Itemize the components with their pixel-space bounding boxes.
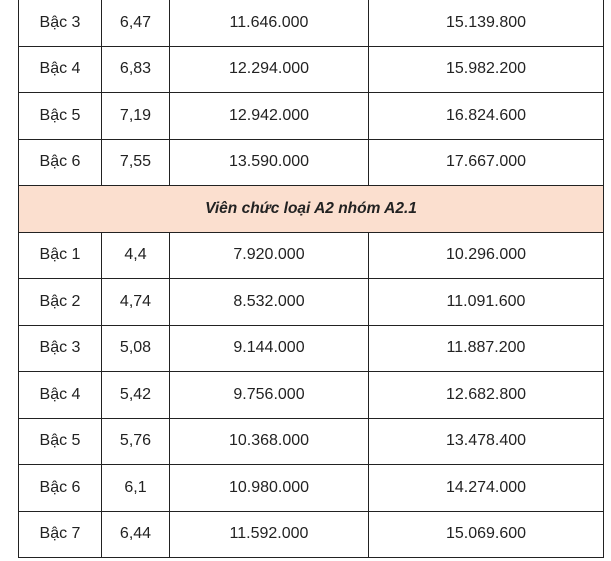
salary-current-cell: 13.590.000	[170, 139, 369, 186]
salary-new-cell: 15.069.600	[369, 511, 604, 558]
coefficient-cell: 4,74	[102, 279, 170, 326]
level-cell: Bậc 4	[19, 372, 102, 419]
salary-new-cell: 15.139.800	[369, 0, 604, 46]
salary-current-cell: 11.646.000	[170, 0, 369, 46]
coefficient-cell: 7,55	[102, 139, 170, 186]
table-row	[19, 325, 604, 372]
table-row	[19, 0, 604, 46]
level-cell: Bậc 3	[19, 0, 102, 46]
coefficient-cell: 7,19	[102, 93, 170, 140]
salary-new-cell: 10.296.000	[369, 232, 604, 279]
coefficient-cell: 6,1	[102, 465, 170, 512]
section-header-row	[19, 186, 604, 233]
level-cell: Bậc 6	[19, 139, 102, 186]
level-cell: Bậc 7	[19, 511, 102, 558]
salary-current-cell: 8.532.000	[170, 279, 369, 326]
salary-current-cell: 11.592.000	[170, 511, 369, 558]
table-row	[19, 232, 604, 279]
level-cell: Bậc 4	[19, 46, 102, 93]
table-row	[19, 93, 604, 140]
section-title: Viên chức loại A2 nhóm A2.1	[19, 186, 604, 233]
table-row	[19, 511, 604, 558]
table-row	[19, 465, 604, 512]
coefficient-cell: 6,47	[102, 0, 170, 46]
table-row	[19, 279, 604, 326]
table-row	[19, 418, 604, 465]
salary-current-cell: 10.368.000	[170, 418, 369, 465]
level-cell: Bậc 2	[19, 279, 102, 326]
salary-current-cell: 9.144.000	[170, 325, 369, 372]
salary-new-cell: 15.982.200	[369, 46, 604, 93]
salary-new-cell: 16.824.600	[369, 93, 604, 140]
level-cell: Bậc 3	[19, 325, 102, 372]
coefficient-cell: 5,76	[102, 418, 170, 465]
salary-new-cell: 12.682.800	[369, 372, 604, 419]
salary-current-cell: 9.756.000	[170, 372, 369, 419]
table-row	[19, 372, 604, 419]
coefficient-cell: 5,42	[102, 372, 170, 419]
table-row	[19, 139, 604, 186]
salary-current-cell: 12.942.000	[170, 93, 369, 140]
level-cell: Bậc 5	[19, 93, 102, 140]
coefficient-cell: 4,4	[102, 232, 170, 279]
salary-new-cell: 13.478.400	[369, 418, 604, 465]
coefficient-cell: 6,83	[102, 46, 170, 93]
level-cell: Bậc 5	[19, 418, 102, 465]
salary-table	[18, 0, 604, 558]
salary-new-cell: 11.091.600	[369, 279, 604, 326]
salary-new-cell: 11.887.200	[369, 325, 604, 372]
table-row	[19, 46, 604, 93]
salary-current-cell: 7.920.000	[170, 232, 369, 279]
salary-current-cell: 10.980.000	[170, 465, 369, 512]
level-cell: Bậc 6	[19, 465, 102, 512]
salary-current-cell: 12.294.000	[170, 46, 369, 93]
coefficient-cell: 5,08	[102, 325, 170, 372]
level-cell: Bậc 1	[19, 232, 102, 279]
salary-table-container	[18, 0, 603, 558]
coefficient-cell: 6,44	[102, 511, 170, 558]
salary-new-cell: 17.667.000	[369, 139, 604, 186]
salary-new-cell: 14.274.000	[369, 465, 604, 512]
